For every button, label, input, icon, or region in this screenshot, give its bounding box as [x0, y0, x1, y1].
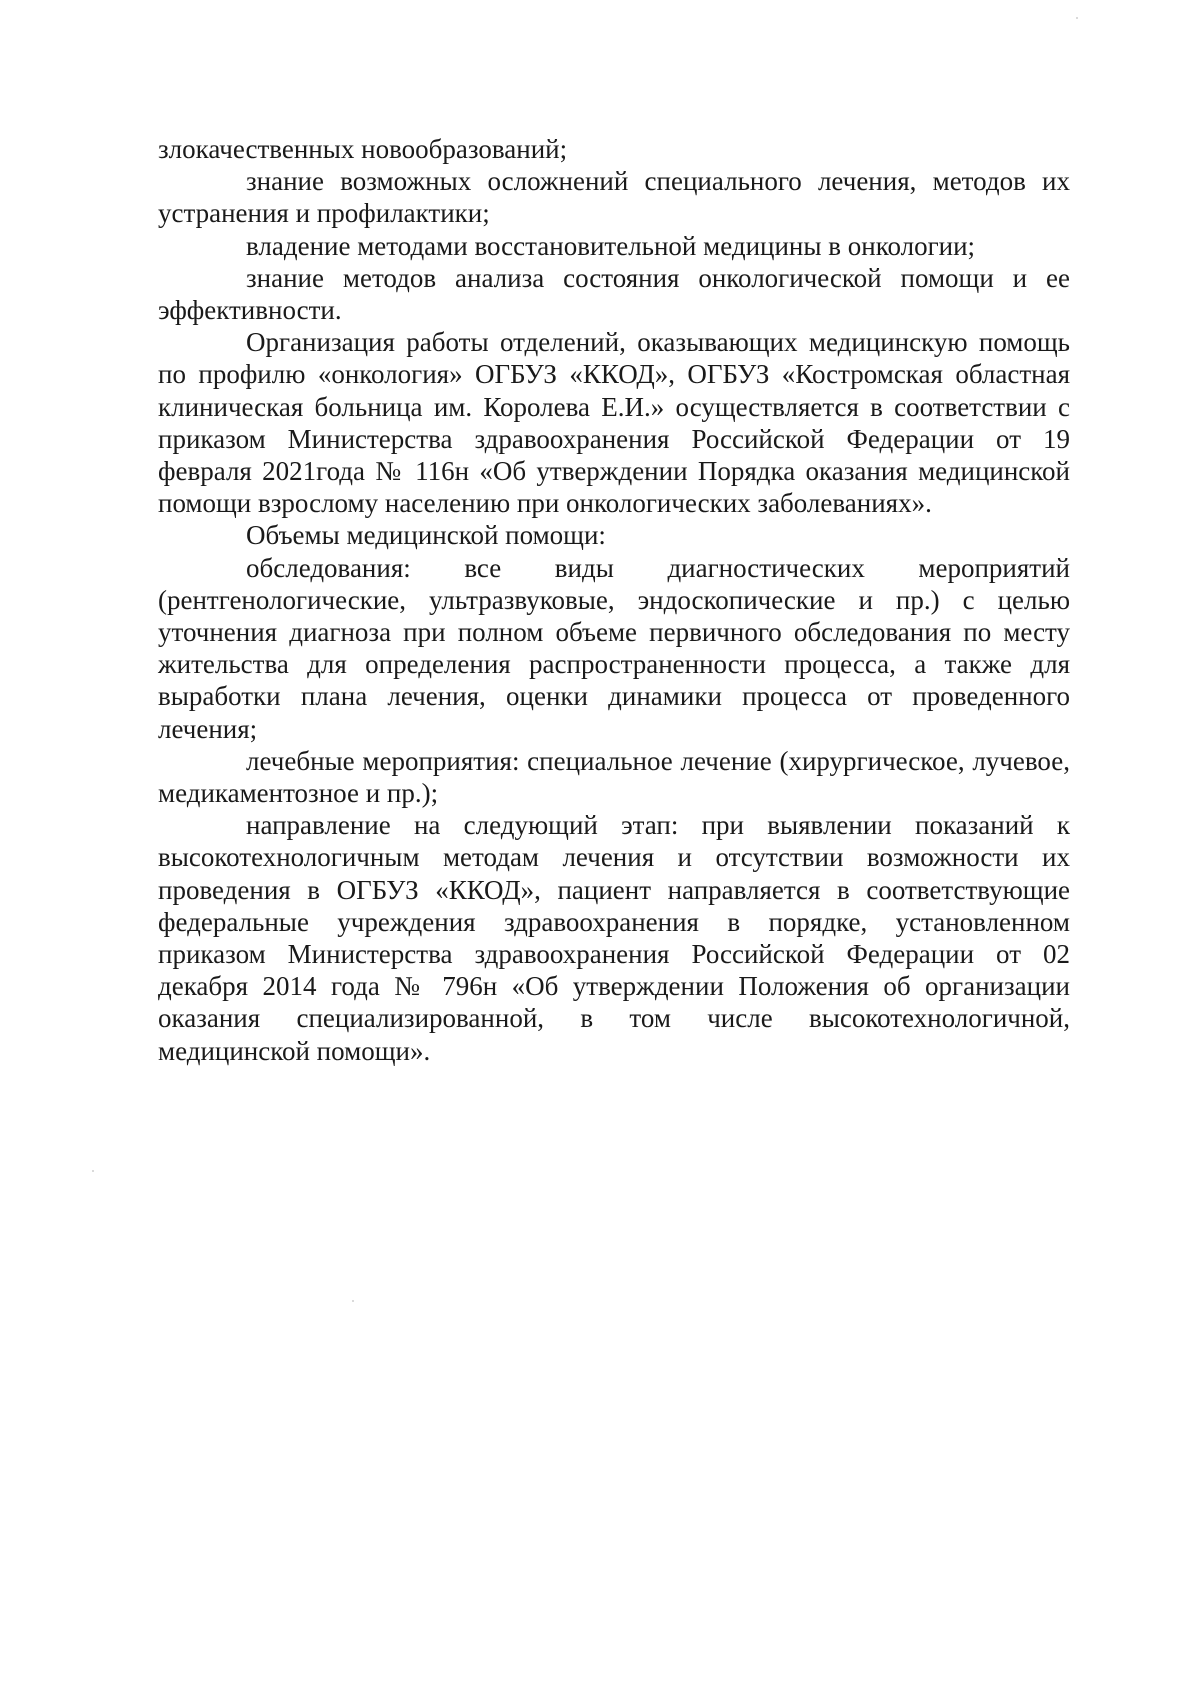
scan-artifact: [92, 1170, 94, 1172]
paragraph: знание методов анализа состояния онкологической помощи и ее эффективности.: [158, 262, 1070, 326]
scan-artifact: [1076, 17, 1078, 19]
scan-artifact: [352, 1300, 354, 1302]
document-body: [158, 133, 1070, 1067]
paragraph: злокачественных новообразований;: [158, 134, 568, 164]
paragraph: владение методами восстановительной медицины в онкологии;: [246, 230, 976, 261]
paragraph: обследования: все виды диагностических мероприятий (рентгенологические, ультразвуковые, эндоскопические и пр.) с целью уточнения диагноза при полном объеме первичного обследования по месту жительства для определения распространенности процесса, а также для выработки плана лечения, оценки динамики процесса от проведенного лечения;: [158, 552, 1070, 744]
paragraph: Организация работы отделений, оказывающих медицинскую помощь по профилю «онкология» ОГБУЗ «ККОД», ОГБУЗ «Костромская областная клиническая больница им. Королева Е.И.» осуществляется в соответствии с приказом Министерства здравоохранения Российской Федерации от 19 февраля 2021года № 116н «Об утверждении Порядка оказания медицинской помощи взрослому населению при онкологических заболеваниях».: [158, 327, 1070, 519]
paragraph: знание возможных осложнений специального лечения, методов их устранения и профилактики;: [158, 166, 1070, 229]
paragraph: Объемы медицинской помощи:: [246, 520, 606, 551]
paragraph: лечебные мероприятия: специальное лечение (хирургическое, лучевое, медикаментозное и пр.);: [158, 745, 1070, 809]
paragraph: направление на следующий этап: при выявлении показаний к высокотехнологичным методам лечения и отсутствии возможности их проведения в ОГБУЗ «ККОД», пациент направляется в соответствующие федеральные учреждения здравоохранения в порядке, установленном приказом Министерства здравоохранения Российской Федерации от 02 декабря 2014 года № 796н «Об утверждении Положения об организации оказания специализированной, в том числе высокотехнологичной, медицинской помощи».: [158, 810, 1070, 1066]
